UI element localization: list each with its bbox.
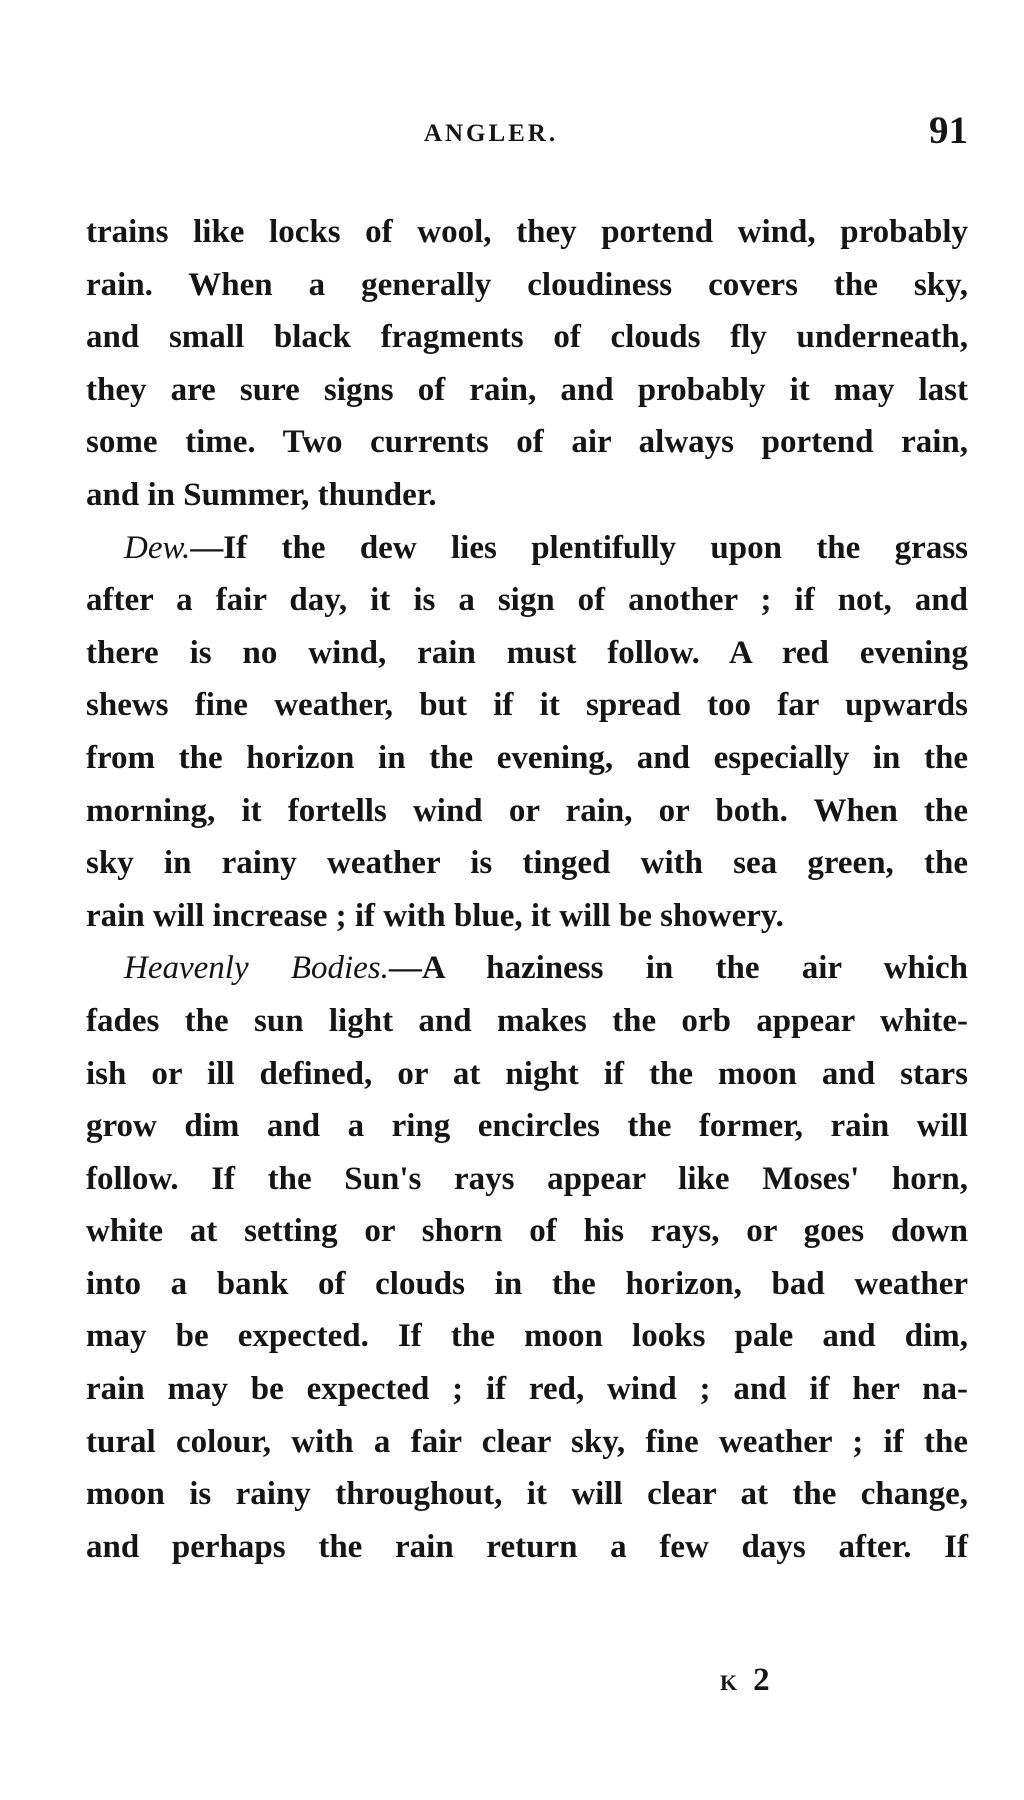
text-line: there is no wind, rain must follow. A red evening [86, 634, 968, 671]
text-line: from the horizon in the evening, and especially in the [86, 739, 968, 776]
text-line: fades the sun light and makes the orb appear white- [86, 1002, 968, 1039]
text-line: and perhaps the rain return a few days after. If [86, 1528, 968, 1565]
text-line: follow. If the Sun's rays appear like Moses' horn, [86, 1160, 968, 1197]
text-line: ish or ill defined, or at night if the moon and stars [86, 1055, 968, 1092]
text-line: sky in rainy weather is tinged with sea green, the [86, 845, 968, 882]
text-line: tural colour, with a fair clear sky, fine weather ; if the [86, 1423, 968, 1460]
text-line: moon is rainy throughout, it will clear at the change, [86, 1476, 968, 1513]
text-line [124, 942, 968, 995]
paragraph-dew [86, 522, 968, 943]
running-title: ANGLER. [423, 120, 559, 147]
running-head [86, 108, 968, 158]
text-line: after a fair day, it is a sign of another ; if not, and [86, 582, 968, 619]
paragraph-heavenly-bodies [86, 942, 968, 1573]
signature-mark [720, 1662, 772, 1699]
text-line: into a bank of clouds in the horizon, bad weather [86, 1265, 968, 1302]
text-line: grow dim and a ring encircles the former, rain will [86, 1108, 968, 1145]
text-line: and in Summer, thunder. [86, 476, 437, 513]
text-line: rain will increase ; if with blue, it will be showery. [86, 897, 784, 934]
text-line: trains like locks of wool, they portend wind, probably [86, 214, 968, 250]
text-line: some time. Two currents of air always portend rain, [86, 424, 968, 461]
text-line: shews fine weather, but if it spread too far upwards [86, 687, 968, 724]
paragraph-lead-in: Heavenly Bodies. [124, 950, 389, 987]
text-line [124, 522, 968, 575]
body-text [86, 206, 968, 1573]
text-line: rain may be expected ; if red, wind ; and if her na- [86, 1371, 968, 1408]
line-text: —A haziness in the air which [388, 950, 968, 987]
signature-letter: K [720, 1670, 740, 1695]
page-number: 91 [929, 109, 968, 152]
text-line: morning, it fortells wind or rain, or both. When the [86, 792, 968, 829]
paragraph-lead-in: Dew. [124, 529, 191, 566]
text-line: and small black fragments of clouds fly underneath, [86, 319, 968, 356]
text-line: rain. When a generally cloudiness covers the sky, [86, 266, 968, 303]
signature-number: 2 [753, 1662, 772, 1698]
text-line: may be expected. If the moon looks pale and dim, [86, 1318, 968, 1355]
text-line: white at setting or shorn of his rays, or goes down [86, 1213, 968, 1250]
text-line: they are sure signs of rain, and probably it may last [86, 371, 968, 408]
paragraph-weather-clouds [86, 206, 968, 522]
line-text: —If the dew lies plentifully upon the grass [190, 529, 968, 566]
